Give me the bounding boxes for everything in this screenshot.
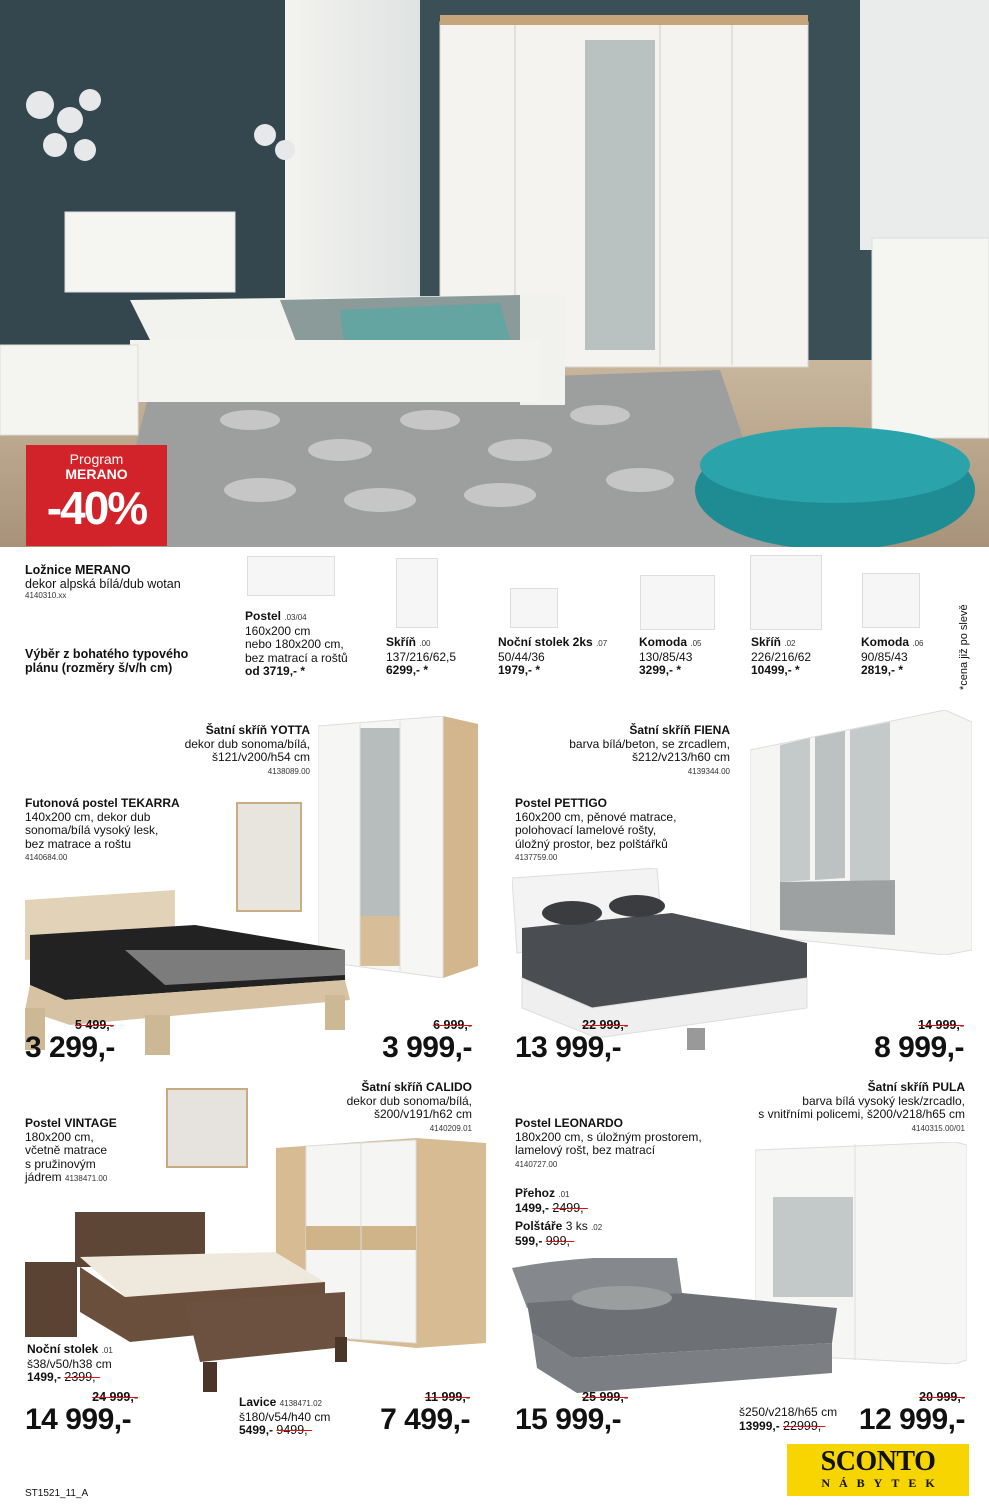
calido-old-price: 11 999,- <box>424 1390 470 1404</box>
product-title: Noční stolek <box>27 1342 99 1356</box>
product-old-price: 9499,- <box>276 1423 312 1437</box>
product-price: 5499,- <box>239 1423 274 1437</box>
item-code: .06 <box>912 639 924 648</box>
product-desc3: s pružinovým <box>25 1156 96 1171</box>
product-desc2: polohovací lamelové rošty, <box>515 823 657 837</box>
polstare-info <box>515 1220 635 1248</box>
product-desc: 160x200 cm, pěnové matrace, <box>515 809 677 824</box>
leonardo-info <box>515 1117 745 1171</box>
product-dims: š200/v191/h62 cm <box>373 1107 472 1121</box>
item-code: .07 <box>596 639 608 648</box>
item-price: 1979,- * <box>498 663 541 677</box>
product-code: 4138089.00 <box>267 766 310 776</box>
product-title: Postel VINTAGE <box>25 1116 117 1130</box>
item-dim: 137/216/62,5 <box>386 649 457 664</box>
pettigo-info <box>515 797 745 865</box>
product-desc: 180x200 cm, <box>25 1129 94 1144</box>
item-dim: 130/85/43 <box>639 649 693 664</box>
vintage-info <box>25 1117 165 1186</box>
nocni-stolek-info <box>27 1343 147 1385</box>
product-code: 4138471.02 <box>279 1399 322 1408</box>
product-desc: barva bílá/beton, se zrcadlem, <box>569 736 730 751</box>
product-code: 4140315.00/01 <box>911 1123 965 1133</box>
merano-code: 4140310.xx <box>25 591 67 600</box>
tekarra-price: 3 299,- <box>25 1031 115 1064</box>
logo-nabytek: NÁBYTEK <box>821 1476 944 1490</box>
leonardo-old-price: 25 999,- <box>582 1390 628 1404</box>
product-desc: barva bílá vysoký lesk/zrcadlo, <box>802 1093 965 1108</box>
variant-dims: š250/v218/h65 cm <box>739 1405 838 1419</box>
product-desc2: včetně matrace <box>25 1143 108 1157</box>
product-title: Šatní skříň CALIDO <box>361 1080 472 1094</box>
item-name: Noční stolek 2ks <box>498 635 593 649</box>
product-title: Futonová postel TEKARRA <box>25 796 180 810</box>
sconto-logo <box>787 1444 969 1496</box>
product-desc: dekor dub sonoma/bílá, <box>184 736 310 751</box>
yotta-info <box>150 724 310 778</box>
pula-old-price: 20 999,- <box>919 1390 965 1404</box>
product-title: Šatní skříň FIENA <box>629 723 730 737</box>
item-name: Komoda <box>639 635 687 649</box>
thumb-komoda-130 <box>640 575 715 630</box>
product-dims: š180/v54/h40 cm <box>239 1409 331 1424</box>
item-name: Skříň <box>386 635 417 649</box>
fiena-old-price: 14 999,- <box>918 1018 964 1032</box>
product-title: Šatní skříň PULA <box>867 1080 965 1094</box>
thumb-skrin-226 <box>750 555 822 630</box>
vintage-price: 14 999,- <box>25 1403 132 1436</box>
product-dims: š212/v213/h60 cm <box>631 750 730 764</box>
item-name: Komoda <box>861 635 909 649</box>
fiena-info <box>530 724 730 778</box>
item-name: Skříň <box>751 635 782 649</box>
footer-code: ST1521_11_A <box>25 1488 89 1499</box>
merano-item-nocni <box>498 636 628 678</box>
product-title: Postel LEONARDO <box>515 1116 624 1130</box>
item-code: .03/04 <box>284 613 307 622</box>
product-note: úložný prostor, bez polštářků <box>515 836 668 851</box>
product-code: .02 <box>591 1223 603 1232</box>
item-dim: 90/85/43 <box>861 649 908 664</box>
product-code: 4140727.00 <box>515 1159 558 1169</box>
product-title: Polštáře <box>515 1219 563 1233</box>
product-code: 4138471.00 <box>65 1174 108 1183</box>
product-code: 4140684.00 <box>25 853 68 862</box>
product-dims: s vnitřními policemi, š200/v218/h65 cm <box>758 1107 965 1121</box>
product-title: Postel PETTIGO <box>515 796 608 810</box>
variant-old-price: 22999,- <box>783 1418 826 1433</box>
item-dim2: nebo 180x200 cm, <box>245 637 344 651</box>
product-price: 1499,- <box>515 1200 550 1215</box>
plan-note-line1: Výběr z bohatého typového <box>25 647 189 661</box>
product-title: Šatní skříň YOTTA <box>205 723 310 737</box>
item-note: bez matrací a roštů <box>245 650 348 665</box>
product-old-price: 2399,- <box>64 1370 100 1384</box>
product-code: 4137759.00 <box>515 853 558 862</box>
discount-badge <box>26 445 167 546</box>
badge-discount: -40% <box>46 482 147 534</box>
thumb-postel <box>247 556 335 596</box>
thumb-nocni-stolek <box>510 588 558 628</box>
product-title: Lavice <box>239 1395 277 1409</box>
calido-price: 7 499,- <box>380 1403 470 1436</box>
fiena-price: 8 999,- <box>874 1031 964 1064</box>
item-code: .02 <box>784 639 796 648</box>
merano-info <box>25 563 235 600</box>
merano-item-skrin-1 <box>386 636 496 678</box>
product-desc4: jádrem <box>25 1170 62 1184</box>
pula-variant <box>739 1406 854 1433</box>
lavice-info <box>239 1396 369 1438</box>
product-desc: 180x200 cm, s úložným prostorem, <box>515 1129 702 1144</box>
pettigo-old-price: 22 999,- <box>582 1018 628 1032</box>
thumb-komoda-90 <box>862 573 920 628</box>
product-price: 1499,- <box>27 1370 62 1384</box>
product-note: lamelový rošt, bez matrací <box>515 1143 656 1157</box>
item-dim: 226/216/62 <box>751 649 812 664</box>
item-code: .05 <box>690 639 702 648</box>
product-note: bez matrace a roštu <box>25 836 132 851</box>
product-desc: dekor dub sonoma/bílá, <box>346 1093 472 1108</box>
calido-interior-thumb <box>166 1088 248 1168</box>
plan-note-line2: plánu (rozměry š/v/h cm) <box>25 661 173 675</box>
thumb-skrin-137 <box>396 558 438 628</box>
product-code: 4140209.01 <box>429 1123 472 1133</box>
item-dim: 50/44/36 <box>498 649 545 664</box>
item-price: 6299,- * <box>386 663 429 677</box>
item-dim: 160x200 cm <box>245 623 311 638</box>
item-name: Postel <box>245 609 282 623</box>
product-dims: š38/v50/h38 cm <box>27 1356 112 1371</box>
variant-price: 13999,- <box>739 1418 780 1433</box>
product-code: .01 <box>558 1190 570 1199</box>
item-price: 3299,- * <box>639 663 682 677</box>
product-code: .01 <box>101 1346 113 1355</box>
product-dims: š121/v200/h54 cm <box>211 750 310 764</box>
merano-item-komoda-1 <box>639 636 749 678</box>
merano-item-komoda-2 <box>861 636 951 678</box>
pula-price: 12 999,- <box>858 1403 965 1436</box>
logo-sconto: SCONTO <box>820 1446 936 1477</box>
pettigo-price: 13 999,- <box>515 1031 622 1064</box>
product-desc2: sonoma/bílá vysoký lesk, <box>25 823 159 837</box>
merano-title: Ložnice MERANO <box>25 563 131 577</box>
badge-program: Program <box>69 451 124 467</box>
item-price: 10499,- * <box>751 663 800 677</box>
product-qty: 3 ks <box>565 1219 588 1233</box>
item-price: od 3719,- * <box>245 664 306 678</box>
item-code: .00 <box>419 639 431 648</box>
merano-item-postel <box>245 610 385 679</box>
leonardo-price: 15 999,- <box>515 1403 622 1436</box>
item-price: 2819,- * <box>861 663 904 677</box>
leonardo-bed-image <box>512 1258 842 1393</box>
vintage-old-price: 24 999,- <box>92 1390 138 1404</box>
merano-item-skrin-2 <box>751 636 861 678</box>
yotta-price: 3 999,- <box>382 1031 472 1064</box>
product-old-price: 2499,- <box>552 1200 588 1215</box>
product-code: 4139344.00 <box>687 766 730 776</box>
tekarra-info <box>25 797 225 865</box>
price-after-discount-note: *cena již po slevě <box>958 604 970 690</box>
product-old-price: 999,- <box>545 1233 575 1248</box>
product-title: Přehoz <box>515 1186 556 1200</box>
badge-merano: MERANO <box>65 466 128 482</box>
merano-desc: dekor alpská bílá/dub wotan <box>25 577 181 591</box>
yotta-old-price: 6 999,- <box>433 1018 472 1032</box>
product-desc: 140x200 cm, dekor dub <box>25 809 151 824</box>
calido-info <box>300 1081 472 1135</box>
prehoz-info <box>515 1187 635 1215</box>
product-price: 599,- <box>515 1233 543 1248</box>
tekarra-old-price: 5 499,- <box>75 1018 114 1032</box>
merano-plan-note <box>25 647 235 675</box>
